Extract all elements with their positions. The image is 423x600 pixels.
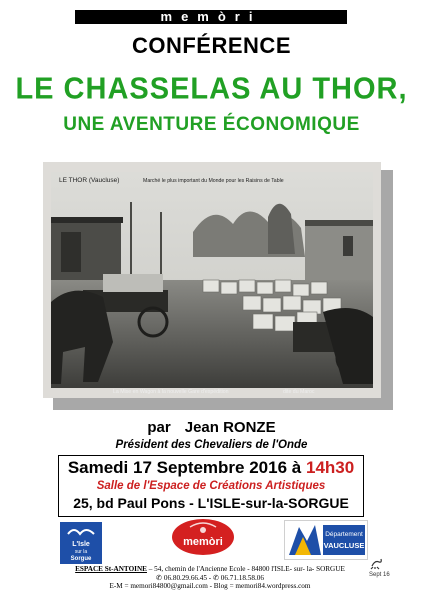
- speaker-role: Président des Chevaliers de l'Onde: [115, 439, 308, 451]
- photo-caption-bottom-left: La Mise en Wagon à la nouvelle Gare d'expédition: [113, 389, 229, 395]
- contact-footer: [60, 565, 360, 591]
- isle-logo-line1: L'Isle: [72, 541, 90, 548]
- footer-line-1: [60, 565, 360, 574]
- event-details-box: [58, 455, 364, 517]
- memori-logo: [170, 517, 236, 557]
- memori-logo-text: memòri: [183, 536, 223, 548]
- event-date: Samedi 17 Septembre 2016: [67, 458, 288, 477]
- speaker-name: Jean: [184, 419, 224, 436]
- event-date-line: [59, 458, 363, 478]
- footer-line-2: ✆ 06.80.29.66.45 - ✆ 06.71.18.58.06: [156, 573, 264, 582]
- title-line-1: LE CHASSELAS AU THOR,: [15, 72, 408, 106]
- photo-caption-top-left: LE THOR (Vaucluse): [59, 177, 120, 184]
- speaker-par: par: [147, 419, 171, 436]
- vaucluse-logo-line1: Département: [325, 531, 363, 538]
- footer-org: ESPACE St-ANTOINE: [75, 565, 147, 573]
- event-time: 14h30: [305, 458, 355, 477]
- speaker-line: [0, 419, 423, 436]
- photo-caption-bottom-right: dite du Maroc: [283, 389, 315, 395]
- print-stamp: [369, 556, 390, 578]
- speaker-surname: RONZE: [223, 419, 276, 436]
- vaucluse-department-logo: [284, 520, 368, 560]
- isle-logo-line2: sur la: [74, 549, 88, 555]
- photo-caption-top-right: Marché le plus important du Monde pour les Raisins de Table: [143, 178, 284, 184]
- footer-address: – 54, chemin de l'Ancienne Ecole - 84800 l'ISLE- sur- la- SORGUE: [146, 565, 345, 573]
- scorpion-icon: [369, 556, 385, 570]
- conference-heading: CONFÉRENCE: [131, 33, 291, 58]
- historic-postcard-photo: [43, 162, 381, 398]
- isle-sur-la-sorgue-logo: [60, 522, 102, 564]
- vaucluse-logo-line2: VAUCLUSE: [323, 541, 365, 550]
- isle-logo-line3: Sorgue: [70, 556, 92, 562]
- association-banner: memòri: [75, 10, 347, 24]
- footer-line-3: E-M = memori84800@gmail.com - Blog = memori84.wordpress.com: [109, 582, 311, 590]
- event-venue: Salle de l'Espace de Créations Artistiques: [96, 480, 326, 492]
- title-line-2: UNE AVENTURE ÉCONOMIQUE: [63, 114, 360, 135]
- print-stamp-text: Sept 16: [369, 572, 390, 578]
- event-address: 25, bd Paul Pons - L'ISLE-sur-la-SORGUE: [73, 495, 349, 511]
- event-at: à: [291, 458, 302, 477]
